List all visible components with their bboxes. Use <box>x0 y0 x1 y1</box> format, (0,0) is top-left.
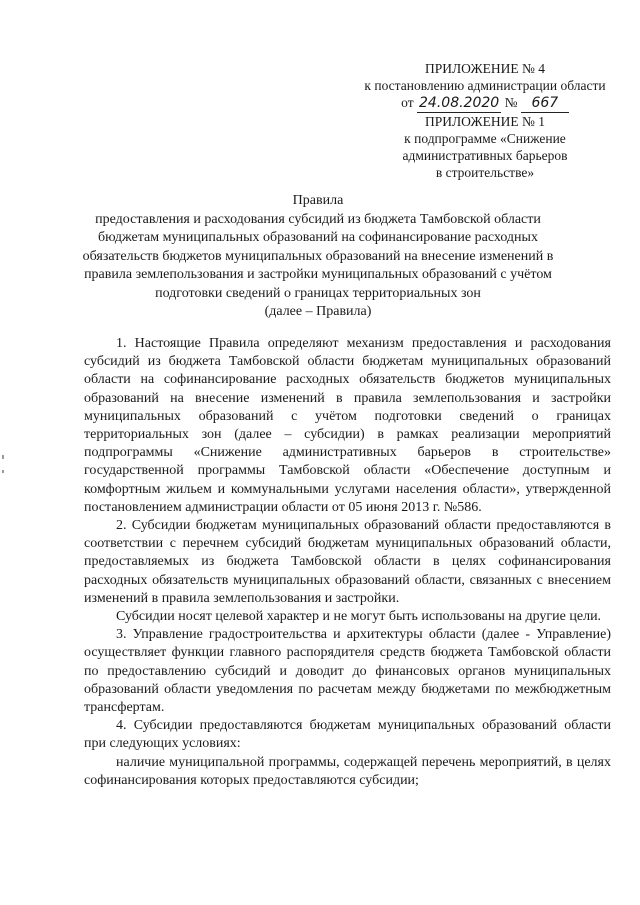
scan-margin-mark <box>2 470 4 473</box>
scan-margin-mark <box>2 455 4 459</box>
date-number-line <box>355 94 615 113</box>
subprogram-reference-1: к подпрограмме «Снижение <box>404 131 566 146</box>
paragraph-4-condition: наличие муниципальной программы, содержащей перечень мероприятий, в целях софинансирования которых предоставляются субсидии; <box>84 754 611 788</box>
title-line: (далее – Правила) <box>264 304 372 319</box>
document-body <box>84 335 611 790</box>
appendix-title: ПРИЛОЖЕНИЕ № 4 <box>424 61 546 76</box>
paragraph-2: 2. Субсидии бюджетам муниципальных образований области предоставляются в соответствии с перечнем субсидий бюджетам муниципальных образований области, предоставляемых из бюджета Тамбовской области в целях софинансирования расходных обязательств муниципальных образований области, связанных с внесением изменений в правила землепользования и застройки. <box>84 518 611 606</box>
title-line: предоставления и расходования субсидий из бюджета Тамбовской области <box>95 211 541 227</box>
paragraph-1: 1. Настоящие Правила определяют механизм предоставления и расходования субсидий из бюджета Тамбовской области бюджетам муниципальных образований области на софинансирование расходных обязательств бюджетов муниципальных образований на внесение изменений в правила землепользования и застройки муниципальных образований с учётом подготовки сведений о границах территориальных зон (далее – субсидии) в рамках реализации мероприятий подпрограммы «Снижение административных барьеров в строительстве» государственной программы Тамбовской области «Обеспечение доступным и комфортным жильем и коммунальными услугами населения области», утвержденной постановлением администрации области от 05 июня 2013 г. №586. <box>84 336 611 515</box>
paragraph-3: 3. Управление градостроительства и архитектуры области (далее - Управление) осуществляет функции главного распорядителя средств бюджета Тамбовской области по предоставлению субсидий и доводит до финансовых органов муниципальных образований области уведомления по расчетам между бюджетами по межбюджетным трансфертам. <box>84 627 611 716</box>
title-line: бюджетам муниципальных образований на софинансирование расходных <box>98 230 538 245</box>
title-line: Правила <box>292 193 344 208</box>
subprogram-reference-2: административных барьеров <box>402 148 568 163</box>
appendix-header <box>355 60 615 181</box>
number-prefix: № <box>504 95 518 110</box>
date-prefix: от <box>401 95 414 110</box>
title-line: обязательств бюджетов муниципальных образований на внесение изменений в <box>82 248 554 264</box>
subprogram-reference-3: в строительстве» <box>435 165 535 180</box>
paragraph-4: 4. Субсидии предоставляются бюджетам муниципальных образований области при следующих условиях: <box>84 718 611 752</box>
appendix-subtitle: ПРИЛОЖЕНИЕ № 1 <box>424 114 546 129</box>
title-line: правила землепользования и застройки муниципальных образований с учётом <box>84 267 552 282</box>
document-title <box>80 192 556 322</box>
paragraph-2-note: Субсидии носят целевой характер и не могут быть использованы на другие цели. <box>116 609 602 625</box>
handwritten-date: 24.08.2020 <box>419 95 500 111</box>
title-line: подготовки сведений о границах территориальных зон <box>155 285 481 301</box>
resolution-reference: к постановлению администрации области <box>364 78 606 93</box>
handwritten-number: 667 <box>521 95 569 113</box>
